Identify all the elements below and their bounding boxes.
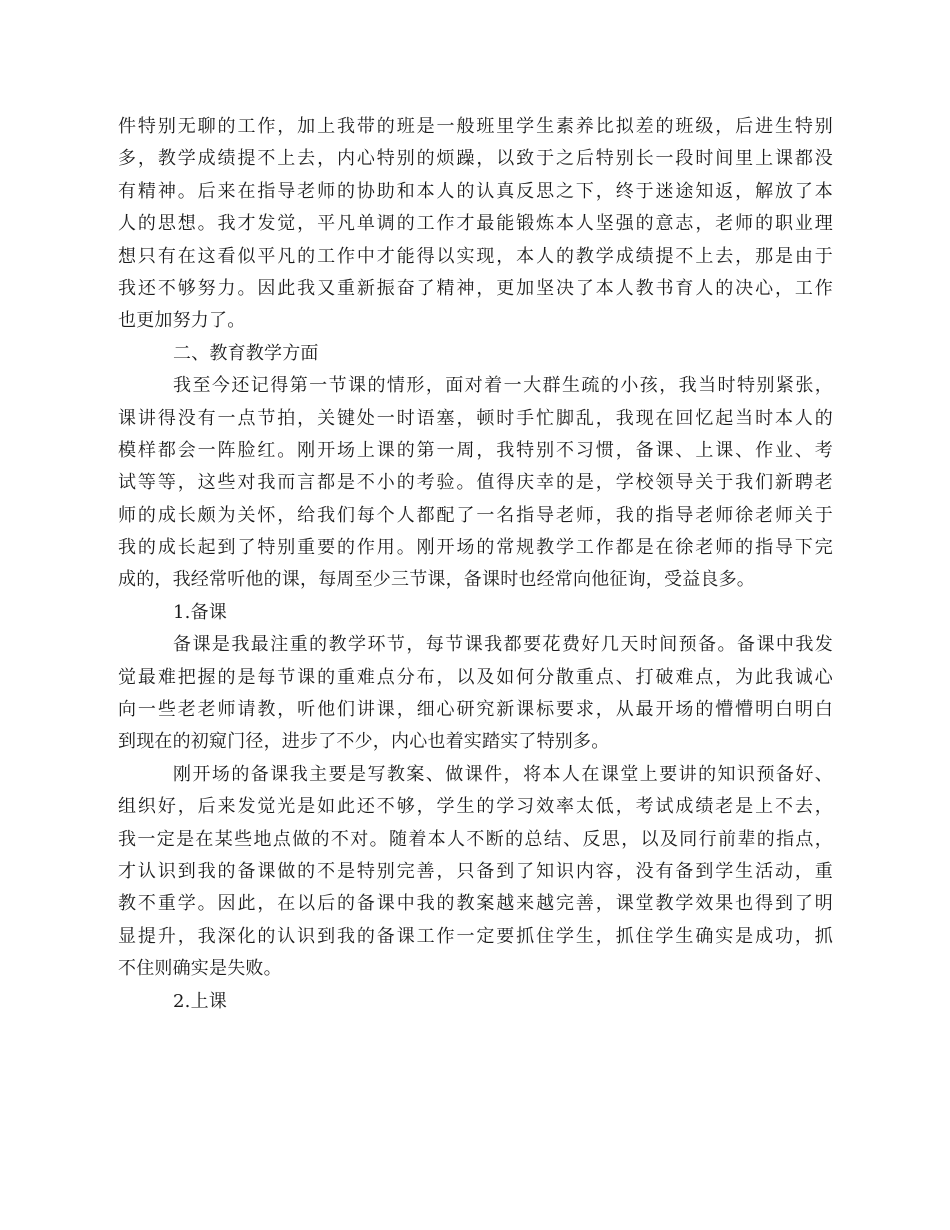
text-line: 人的思想。我才发觉，平凡单调的工作才最能锻炼本人坚强的意志，老师的职业理 [118, 213, 833, 235]
text-line: 才认识到我的备课做的不是特别完善，只备到了知识内容，没有备到学生活动，重 [118, 860, 833, 882]
text-line: 到现在的初窥门径，进步了不少，内心也着实踏实了特别多。 [118, 731, 610, 753]
document-body [118, 111, 833, 1018]
text-line: 刚开场的备课我主要是写教案、做课件，将本人在课堂上要讲的知识预备好、 [173, 763, 833, 785]
text-line: 模样都会一阵脸红。刚开场上课的第一周，我特别不习惯，备课、上课、作业、考 [118, 439, 833, 461]
text-line: 有精神。后来在指导老师的协助和本人的认真反思之下，终于迷途知返，解放了本 [118, 180, 833, 202]
text-line: 多，教学成绩提不上去，内心特别的烦躁，以致于之后特别长一段时间里上课都没 [118, 148, 833, 170]
text-line: 试等等，这些对我而言都是不小的考验。值得庆幸的是，学校领导关于我们新聘老 [118, 472, 833, 494]
text-line: 我的成长起到了特别重要的作用。刚开场的常规教学工作都是在徐老师的指导下完 [118, 537, 833, 559]
text-line: 师的成长颇为关怀，给我们每个人都配了一名指导老师，我的指导老师徐老师关于 [118, 504, 833, 526]
text-line: 教不重学。因此，在以后的备课中我的教案越来越完善，课堂教学效果也得到了明 [118, 893, 833, 915]
text-line: 向一些老老师请教，听他们讲课，细心研究新课标要求，从最开场的懵懵明白明白 [118, 699, 833, 721]
text-line: 成的，我经常听他的课，每周至少三节课，备课时也经常向他征询，受益良多。 [118, 569, 755, 591]
text-line: 也更加努力了。 [118, 310, 246, 332]
text-line: 显提升，我深化的认识到我的备课工作一定要抓住学生，抓住学生确实是成功，抓 [118, 925, 833, 947]
text-line: 课讲得没有一点节拍，关键处一时语塞，顿时手忙脚乱，我现在回忆起当时本人的 [118, 407, 833, 429]
text-line: 我至今还记得第一节课的情形，面对着一大群生疏的小孩，我当时特别紧张， [173, 375, 833, 397]
text-line: 想只有在这看似平凡的工作中才能得以实现，本人的教学成绩提不上去，那是由于 [118, 245, 833, 267]
text-line: 件特别无聊的工作，加上我带的班是一般班里学生素养比拟差的班级，后进生特别 [118, 116, 833, 137]
text-line: 二、教育教学方面 [173, 342, 319, 364]
text-line: 组织好，后来发觉光是如此还不够，学生的学习效率太低，考试成绩老是上不去， [118, 796, 833, 818]
text-line: 2.上课 [173, 990, 227, 1012]
text-line: 备课是我最注重的教学环节，每节课我都要花费好几天时间预备。备课中我发 [173, 634, 833, 656]
text-line: 觉最难把握的是每节课的重难点分布，以及如何分散重点、打破难点，为此我诚心 [118, 666, 833, 688]
text-line: 不住则确实是失败。 [118, 958, 282, 980]
text-line: 我还不够努力。因此我又重新振奋了精神，更加坚决了本人教书育人的决心，工作 [118, 277, 833, 299]
text-line: 我一定是在某些地点做的不对。随着本人不断的总结、反思，以及同行前辈的指点， [118, 828, 833, 850]
text-line: 1.备课 [173, 601, 227, 623]
